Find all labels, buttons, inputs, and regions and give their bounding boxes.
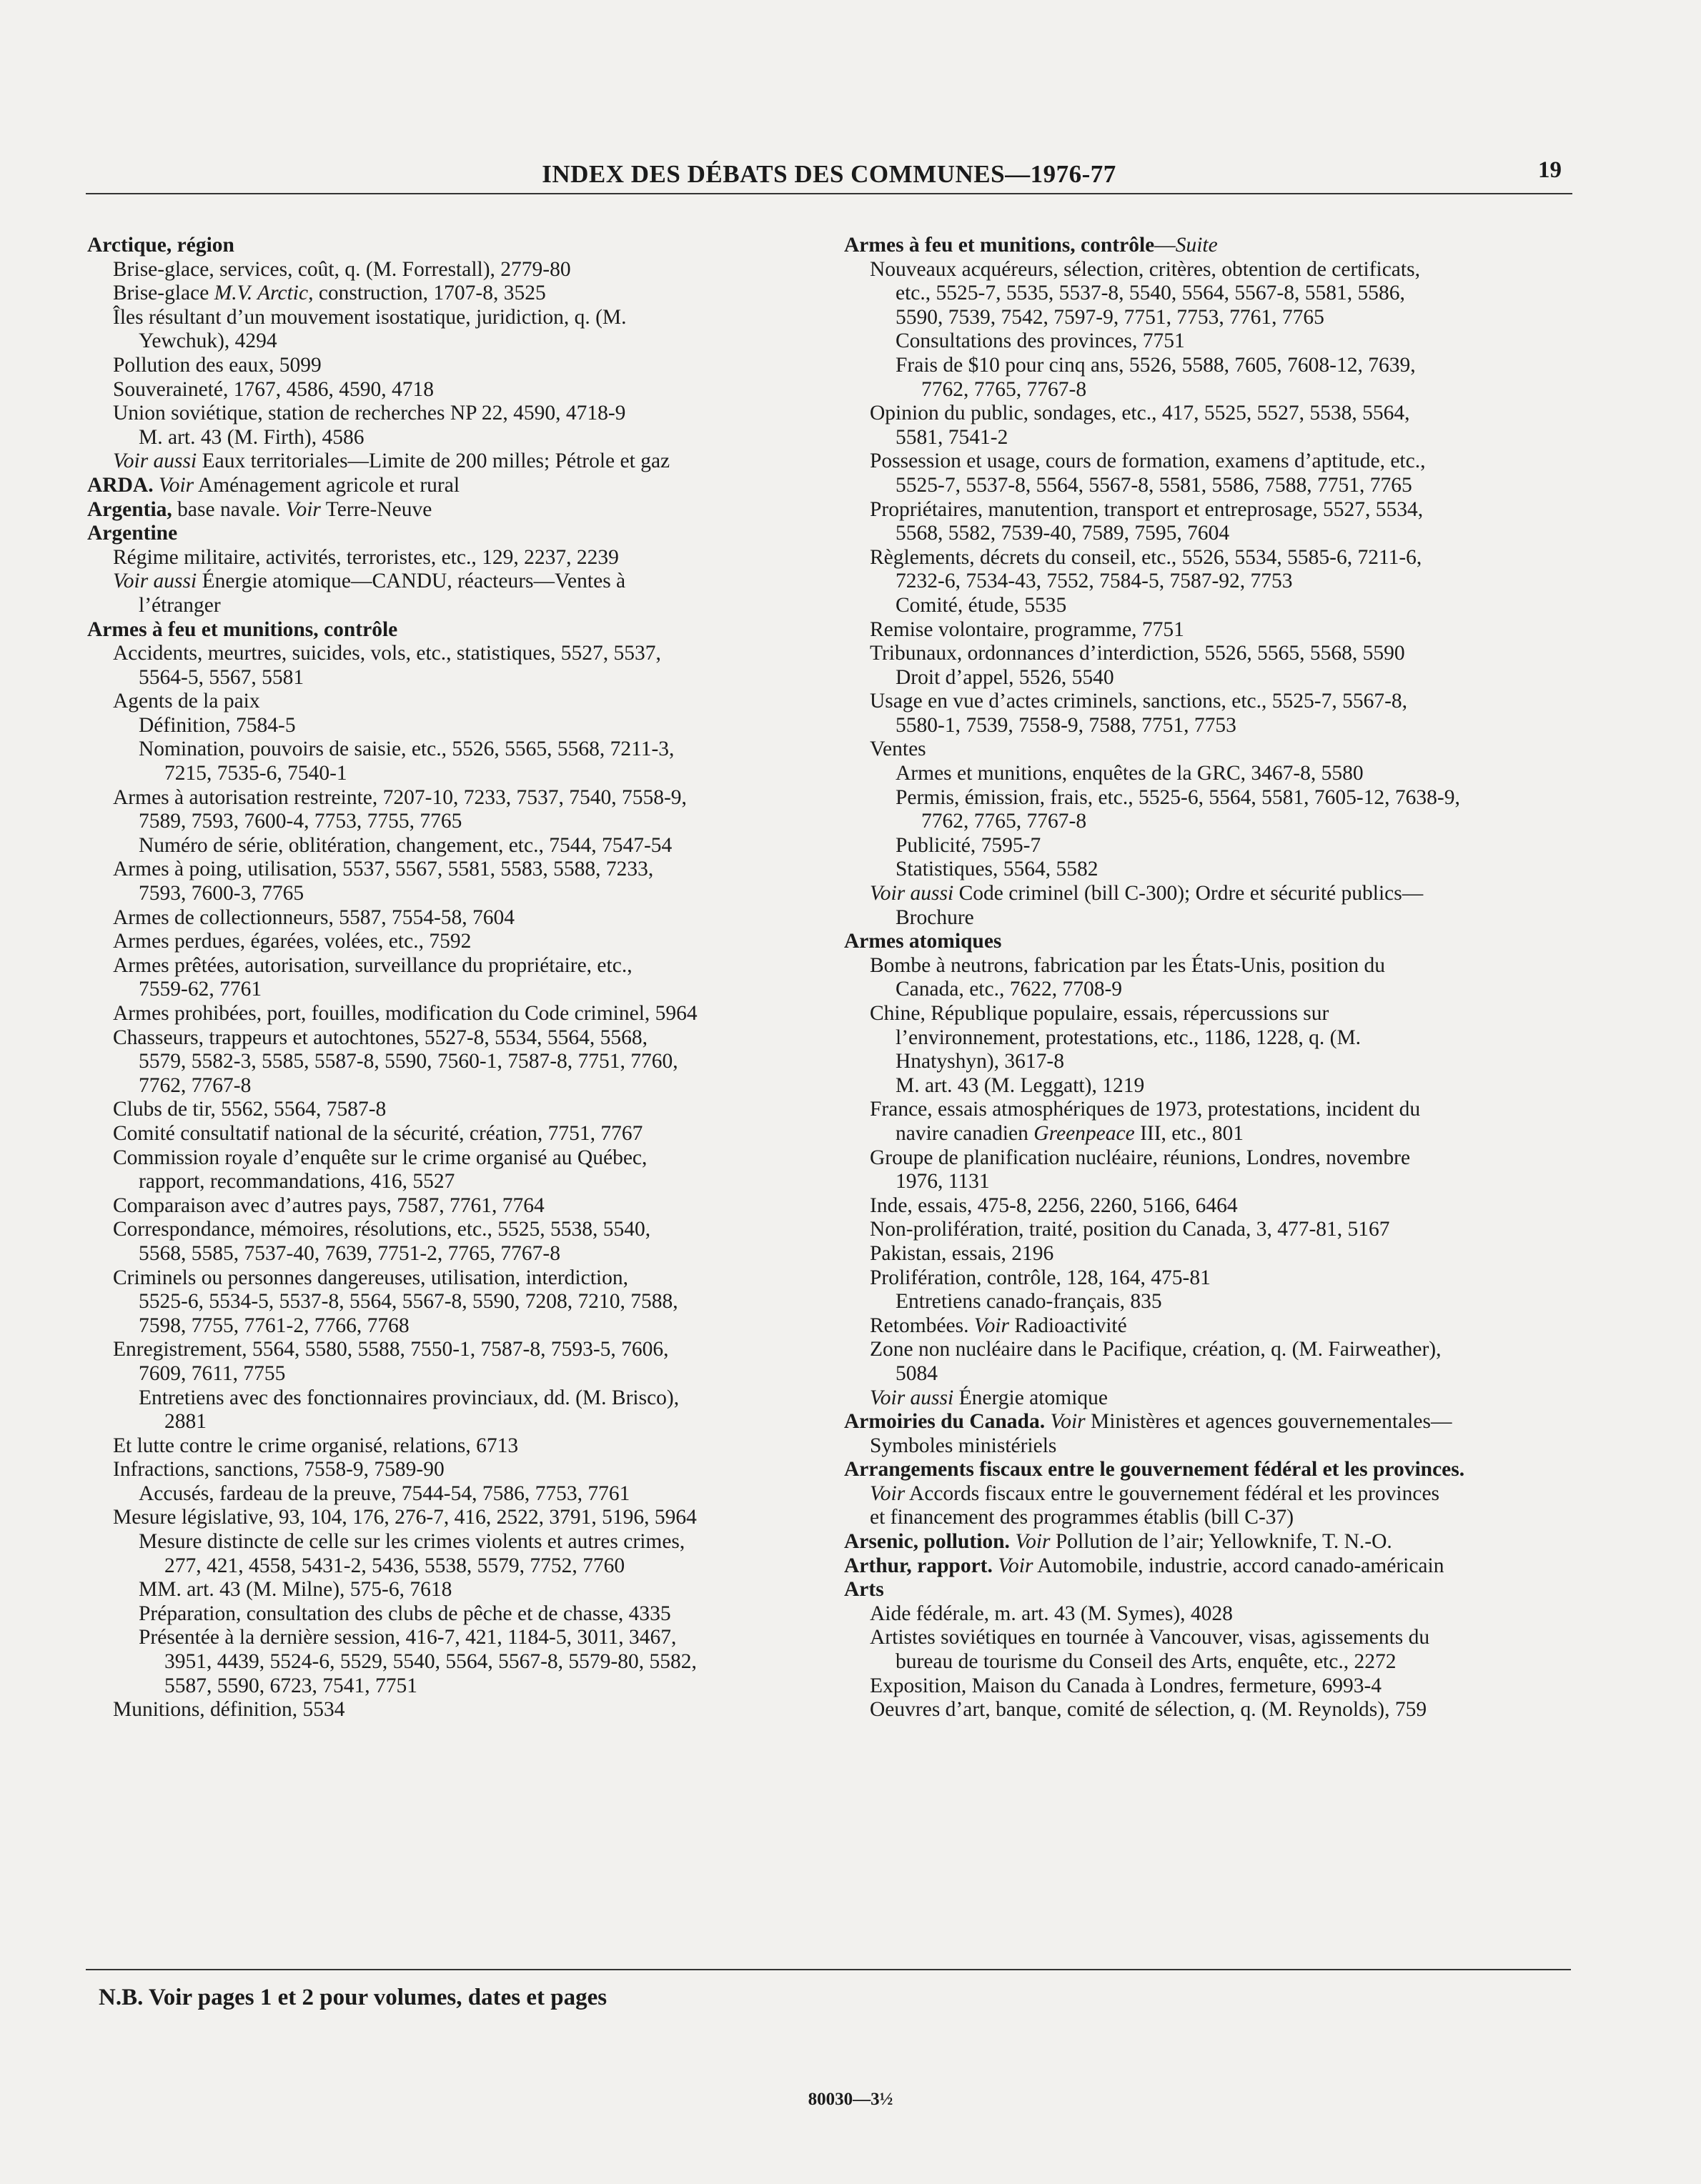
index-line: Nomination, pouvoirs de saisie, etc., 5526, 5565, 5568, 7211-3,	[139, 738, 675, 761]
index-line: Bombe à neutrons, fabrication par les États-Unis, position du	[870, 953, 1385, 977]
index-heading: Armes à feu et munitions, contrôle	[87, 617, 398, 641]
index-line: Armes prêtées, autorisation, surveillance du propriétaire, etc.,	[113, 953, 633, 977]
index-line: 5525-7, 5537-8, 5564, 5567-8, 5581, 5586, 7588, 7751, 7765	[896, 473, 1412, 497]
index-line: Usage en vue d’actes criminels, sanctions, etc., 5525-7, 5567-8,	[870, 690, 1408, 713]
index-line: Comité consultatif national de la sécurité, création, 7751, 7767	[113, 1121, 643, 1145]
index-line: 7762, 7767-8	[139, 1073, 252, 1097]
index-line: bureau de tourisme du Conseil des Arts, enquête, etc., 2272	[896, 1650, 1397, 1674]
page-number: 19	[1538, 157, 1562, 183]
index-line: Hnatyshyn), 3617-8	[896, 1050, 1064, 1073]
index-line: 1976, 1131	[896, 1170, 990, 1193]
index-line: navire canadien Greenpeace III, etc., 801	[896, 1121, 1244, 1145]
index-line: Voir aussi Énergie atomique—CANDU, réacteurs—Ventes à	[113, 570, 626, 593]
index-line: Armes à poing, utilisation, 5537, 5567, 5581, 5583, 5588, 7233,	[113, 858, 654, 881]
index-line: 3951, 4439, 5524-6, 5529, 5540, 5564, 5567-8, 5579-80, 5582,	[164, 1650, 697, 1674]
index-line: Et lutte contre le crime organisé, relations, 6713	[113, 1434, 519, 1457]
index-line: Groupe de planification nucléaire, réunions, Londres, novembre	[870, 1146, 1411, 1169]
index-line: ARDA. Voir Aménagement agricole et rural	[87, 473, 460, 497]
index-line: Retombées. Voir Radioactivité	[870, 1314, 1127, 1337]
index-line: Clubs de tir, 5562, 5564, 7587-8	[113, 1098, 387, 1121]
folio-number: 80030—3½	[808, 2090, 893, 2109]
index-line: 7762, 7765, 7767-8	[921, 377, 1087, 401]
index-line: Voir aussi Code criminel (bill C-300); Ordre et sécurité publics—	[870, 882, 1424, 905]
index-line: 5587, 5590, 6723, 7541, 7751	[164, 1674, 417, 1697]
index-line: Oeuvres d’art, banque, comité de sélection, q. (M. Reynolds), 759	[870, 1698, 1427, 1722]
index-line: Voir Accords fiscaux entre le gouvernement fédéral et les provinces	[870, 1481, 1440, 1505]
index-line: Exposition, Maison du Canada à Londres, fermeture, 6993-4	[870, 1674, 1382, 1697]
index-line: Pakistan, essais, 2196	[870, 1241, 1054, 1265]
index-line: et financement des programmes établis (bill C-37)	[870, 1506, 1294, 1529]
index-line: Union soviétique, station de recherches NP 22, 4590, 4718-9	[113, 402, 626, 425]
index-heading: Arctique, région	[87, 234, 234, 257]
index-line: 5525-6, 5534-5, 5537-8, 5564, 5567-8, 5590, 7208, 7210, 7588,	[139, 1290, 678, 1314]
index-line: 7232-6, 7534-43, 7552, 7584-5, 7587-92, 7753	[896, 570, 1293, 593]
index-line: M. art. 43 (M. Leggatt), 1219	[896, 1073, 1145, 1097]
index-line: 7762, 7765, 7767-8	[921, 810, 1087, 833]
index-line: Armes de collectionneurs, 5587, 7554-58, 7604	[113, 905, 515, 929]
index-line: Non-prolifération, traité, position du Canada, 3, 477-81, 5167	[870, 1218, 1390, 1241]
index-line: Symboles ministériels	[870, 1434, 1057, 1457]
index-line: Règlements, décrets du conseil, etc., 5526, 5534, 5585-6, 7211-6,	[870, 545, 1422, 569]
index-line: Armes à feu et munitions, contrôle—Suite	[844, 234, 1218, 257]
index-line: l’étranger	[139, 593, 221, 617]
index-line: Présentée à la dernière session, 416-7, 421, 1184-5, 3011, 3467,	[139, 1626, 677, 1649]
index-line: Arrangements fiscaux entre le gouvernement fédéral et les provinces.	[844, 1458, 1465, 1481]
index-line: 277, 421, 4558, 5431-2, 5436, 5538, 5579, 7752, 7760	[164, 1554, 625, 1577]
index-heading: Arts	[844, 1578, 884, 1602]
index-line: Entretiens avec des fonctionnaires provinciaux, dd. (M. Brisco),	[139, 1386, 680, 1409]
index-line: Opinion du public, sondages, etc., 417, 5525, 5527, 5538, 5564,	[870, 402, 1410, 425]
index-line: l’environnement, protestations, etc., 1186, 1228, q. (M.	[896, 1026, 1362, 1049]
index-line: Criminels ou personnes dangereuses, utilisation, interdiction,	[113, 1266, 628, 1289]
index-line: 5568, 5582, 7539-40, 7589, 7595, 7604	[896, 522, 1230, 545]
index-line: Yewchuk), 4294	[139, 329, 277, 353]
index-line: Artistes soviétiques en tournée à Vancouver, visas, agissements du	[870, 1626, 1430, 1649]
index-line: Zone non nucléaire dans le Pacifique, création, q. (M. Fairweather),	[870, 1338, 1442, 1361]
index-line: Mesure législative, 93, 104, 176, 276-7, 416, 2522, 3791, 5196, 5964	[113, 1506, 697, 1529]
index-line: Remise volontaire, programme, 7751	[870, 617, 1184, 641]
index-line: Armes perdues, égarées, volées, etc., 7592	[113, 930, 472, 953]
index-line: Permis, émission, frais, etc., 5525-6, 5564, 5581, 7605-12, 7638-9,	[896, 785, 1460, 809]
index-line: Voir aussi Eaux territoriales—Limite de 200 milles; Pétrole et gaz	[113, 450, 670, 473]
index-line: Chasseurs, trappeurs et autochtones, 5527-8, 5534, 5564, 5568,	[113, 1026, 648, 1049]
index-line: Voir aussi Énergie atomique	[870, 1386, 1108, 1409]
index-line: 5580-1, 7539, 7558-9, 7588, 7751, 7753	[896, 713, 1236, 737]
index-line: 5581, 7541-2	[896, 425, 1008, 449]
index-line: Frais de $10 pour cinq ans, 5526, 5588, 7605, 7608-12, 7639,	[896, 353, 1416, 377]
index-line: 5579, 5582-3, 5585, 5587-8, 5590, 7560-1, 7587-8, 7751, 7760,	[139, 1050, 678, 1073]
index-line: 7559-62, 7761	[139, 978, 262, 1001]
index-line: Armes et munitions, enquêtes de la GRC, 3467-8, 5580	[896, 762, 1364, 785]
index-line: Commission royale d’enquête sur le crime organisé au Québec,	[113, 1146, 648, 1169]
index-line: Définition, 7584-5	[139, 713, 296, 737]
index-line: Numéro de série, oblitération, changement, etc., 7544, 7547-54	[139, 833, 673, 857]
index-line: Accusés, fardeau de la preuve, 7544-54, 7586, 7753, 7761	[139, 1481, 630, 1505]
index-line: Ventes	[870, 738, 926, 761]
index-line: Armoiries du Canada. Voir Ministères et agences gouvernementales—	[844, 1410, 1452, 1434]
index-line: 7609, 7611, 7755	[139, 1361, 286, 1385]
index-line: Inde, essais, 475-8, 2256, 2260, 5166, 6464	[870, 1193, 1238, 1217]
index-line: Armes à autorisation restreinte, 7207-10, 7233, 7537, 7540, 7558-9,	[113, 785, 687, 809]
index-line: Pollution des eaux, 5099	[113, 353, 322, 377]
index-line: Munitions, définition, 5534	[113, 1698, 345, 1722]
index-line: Publicité, 7595-7	[896, 833, 1041, 857]
index-line: Droit d’appel, 5526, 5540	[896, 665, 1114, 689]
index-line: Agents de la paix	[113, 690, 260, 713]
index-line: Correspondance, mémoires, résolutions, etc., 5525, 5538, 5540,	[113, 1218, 651, 1241]
index-line: Possession et usage, cours de formation, examens d’aptitude, etc.,	[870, 450, 1426, 473]
index-line: Préparation, consultation des clubs de pêche et de chasse, 4335	[139, 1602, 671, 1625]
index-line: Entretiens canado-français, 835	[896, 1290, 1162, 1314]
index-line: rapport, recommandations, 416, 5527	[139, 1170, 455, 1193]
index-line: M. art. 43 (M. Firth), 4586	[139, 425, 364, 449]
index-line: MM. art. 43 (M. Milne), 575-6, 7618	[139, 1578, 452, 1602]
index-line: Souveraineté, 1767, 4586, 4590, 4718	[113, 377, 434, 401]
index-line: Îles résultant d’un mouvement isostatique, juridiction, q. (M.	[113, 305, 627, 329]
index-column-right	[844, 234, 1573, 1722]
index-line: Tribunaux, ordonnances d’interdiction, 5526, 5565, 5568, 5590	[870, 642, 1405, 665]
index-line: 7593, 7600-3, 7765	[139, 882, 304, 905]
index-line: Canada, etc., 7622, 7708-9	[896, 978, 1123, 1001]
index-line: Arthur, rapport. Voir Automobile, industrie, accord canado-américain	[844, 1554, 1444, 1577]
index-line: Comparaison avec d’autres pays, 7587, 7761, 7764	[113, 1193, 545, 1217]
index-line: Comité, étude, 5535	[896, 593, 1067, 617]
footer-divider	[86, 1969, 1571, 1970]
index-line: 7598, 7755, 7761-2, 7766, 7768	[139, 1314, 410, 1337]
index-line: France, essais atmosphériques de 1973, protestations, incident du	[870, 1098, 1421, 1121]
index-line: Régime militaire, activités, terroristes, etc., 129, 2237, 2239	[113, 545, 619, 569]
index-line: 7215, 7535-6, 7540-1	[164, 762, 347, 785]
index-line: 5568, 5585, 7537-40, 7639, 7751-2, 7765, 7767-8	[139, 1241, 560, 1265]
index-line: 5590, 7539, 7542, 7597-9, 7751, 7753, 7761, 7765	[896, 305, 1324, 329]
index-line: Brochure	[896, 905, 974, 929]
index-line: Nouveaux acquéreurs, sélection, critères, obtention de certificats,	[870, 257, 1420, 281]
page-header	[86, 157, 1572, 194]
index-line: Enregistrement, 5564, 5580, 5588, 7550-1, 7587-8, 7593-5, 7606,	[113, 1338, 669, 1361]
index-line: Arsenic, pollution. Voir Pollution de l’air; Yellowknife, T. N.-O.	[844, 1530, 1392, 1554]
index-line: Propriétaires, manutention, transport et entreprosage, 5527, 5534,	[870, 497, 1424, 521]
running-title: INDEX DES DÉBATS DES COMMUNES—1976-77	[542, 160, 1116, 188]
index-line: Statistiques, 5564, 5582	[896, 858, 1099, 881]
index-line: Brise-glace, services, coût, q. (M. Forrestall), 2779-80	[113, 257, 571, 281]
index-line: 2881	[164, 1410, 207, 1434]
index-column-left	[87, 234, 830, 1722]
index-line: etc., 5525-7, 5535, 5537-8, 5540, 5564, 5567-8, 5581, 5586,	[896, 282, 1405, 305]
index-line: Infractions, sanctions, 7558-9, 7589-90	[113, 1458, 445, 1481]
index-line: Argentia, base navale. Voir Terre-Neuve	[87, 497, 432, 521]
index-line: Brise-glace M.V. Arctic, construction, 1707-8, 3525	[113, 282, 546, 305]
index-line: Accidents, meurtres, suicides, vols, etc., statistiques, 5527, 5537,	[113, 642, 661, 665]
index-line: Aide fédérale, m. art. 43 (M. Symes), 4028	[870, 1602, 1233, 1625]
index-line: Prolifération, contrôle, 128, 164, 475-81	[870, 1266, 1211, 1289]
index-line: 5564-5, 5567, 5581	[139, 665, 304, 689]
index-line: Armes prohibées, port, fouilles, modification du Code criminel, 5964	[113, 1002, 698, 1025]
index-heading: Argentine	[87, 522, 178, 545]
index-line: Consultations des provinces, 7751	[896, 329, 1185, 353]
index-line: Chine, République populaire, essais, répercussions sur	[870, 1002, 1329, 1025]
index-line: 7589, 7593, 7600-4, 7753, 7755, 7765	[139, 810, 462, 833]
index-line: Mesure distincte de celle sur les crimes violents et autres crimes,	[139, 1530, 685, 1554]
index-line: 5084	[896, 1361, 938, 1385]
footer-note: N.B. Voir pages 1 et 2 pour volumes, dates et pages	[99, 1985, 608, 2010]
index-heading: Armes atomiques	[844, 930, 1002, 953]
